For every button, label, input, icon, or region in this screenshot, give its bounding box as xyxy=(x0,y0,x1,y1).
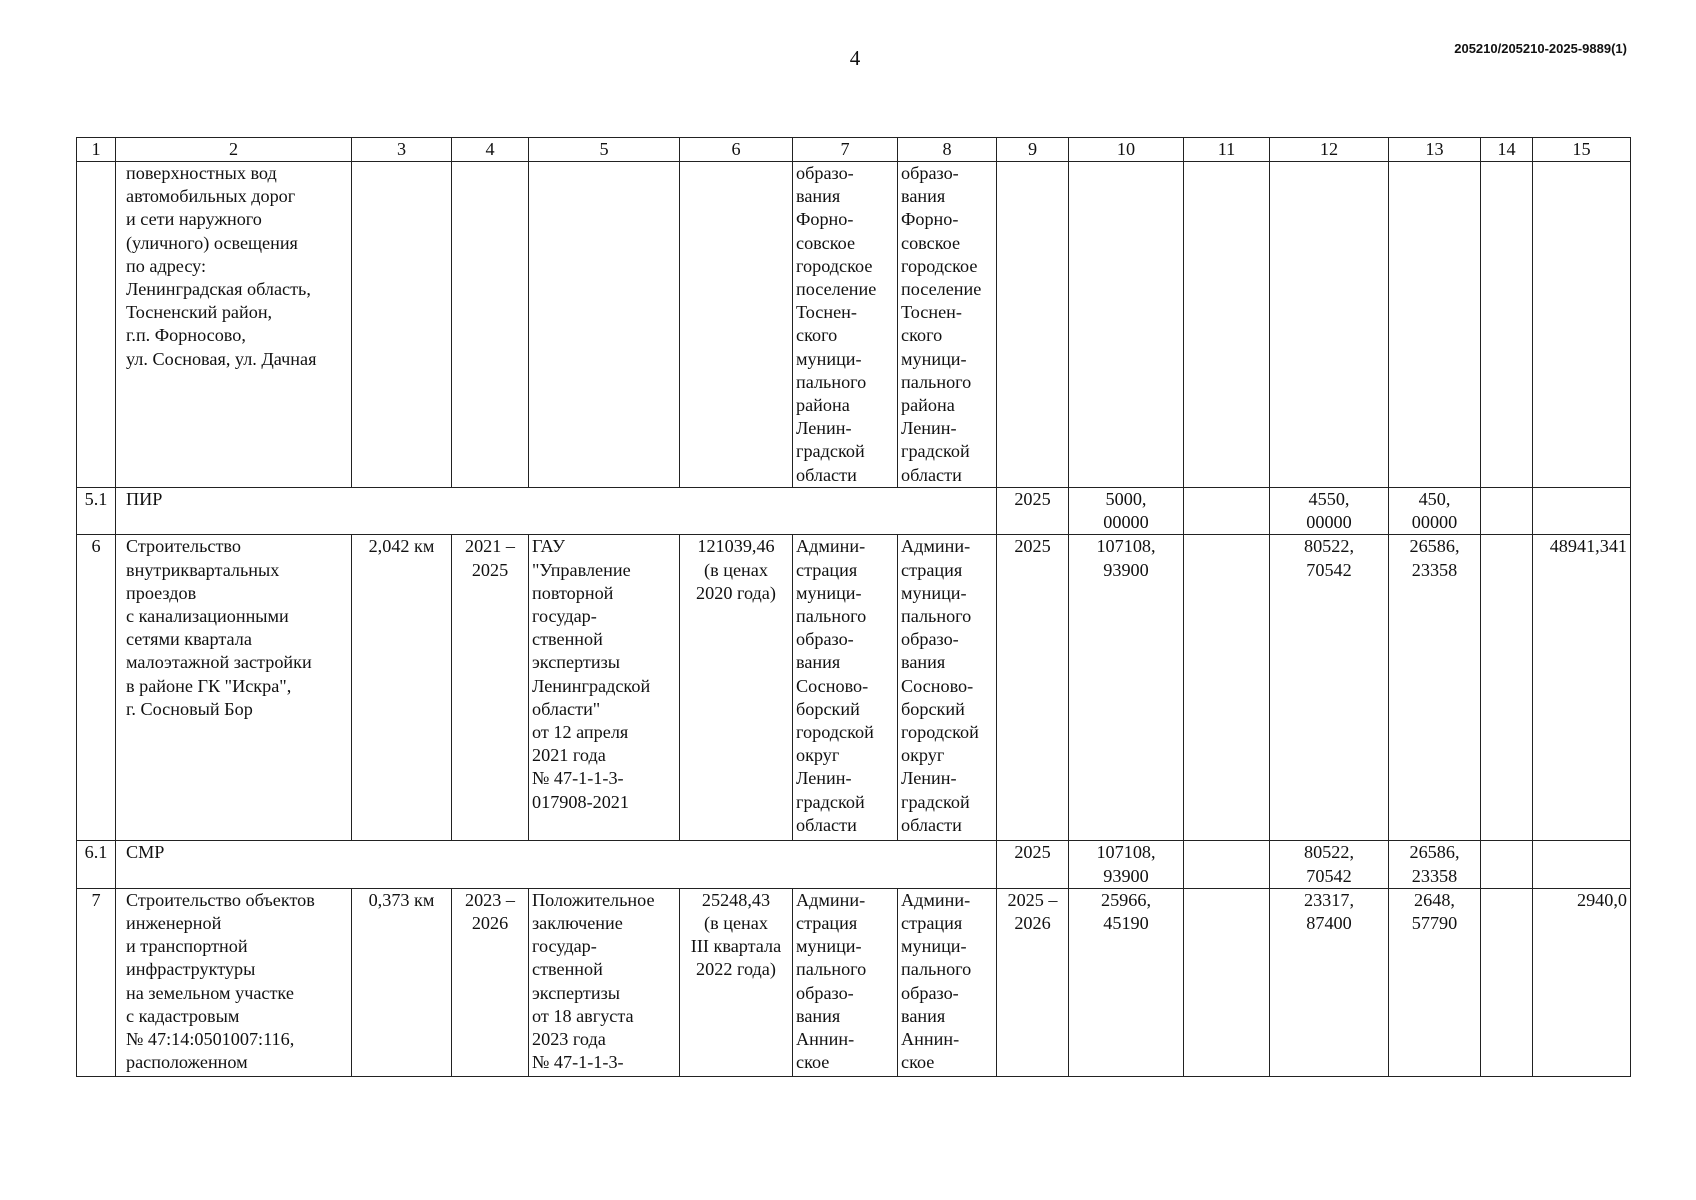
header-cell: 4 xyxy=(452,138,529,162)
table-cell xyxy=(1184,535,1270,841)
total-cell: 107108, 93900 xyxy=(1069,535,1184,841)
table-cell xyxy=(452,162,529,488)
developer-cell: Админи- страция муници- пального образо- вания Аннин- ское xyxy=(898,888,997,1076)
table-cell xyxy=(1184,841,1270,888)
year-cell: 2025 – 2026 xyxy=(997,888,1069,1076)
year-cell: 2025 xyxy=(997,488,1069,535)
table-cell xyxy=(77,162,116,488)
table-row-6 xyxy=(77,535,1631,841)
header-cell: 6 xyxy=(680,138,793,162)
estimated-cost-cell: 25248,43 (в ценах III квартала 2022 года) xyxy=(680,888,793,1076)
table-cell xyxy=(1481,888,1533,1076)
remaining-cost-cell: 2940,0 xyxy=(1533,888,1631,1076)
header-cell: 3 xyxy=(352,138,452,162)
total-cell: 5000, 00000 xyxy=(1069,488,1184,535)
row-number-cell: 7 xyxy=(77,888,116,1076)
header-cell: 12 xyxy=(1270,138,1389,162)
table-cell xyxy=(352,162,452,488)
header-cell: 9 xyxy=(997,138,1069,162)
developer-cell: Админи- страция муници- пального образо- вания Сосново- борский городской округ Ленин- градской области xyxy=(898,535,997,841)
year-cell: 2025 xyxy=(997,841,1069,888)
program-table xyxy=(76,137,1631,1077)
period-cell: 2023 – 2026 xyxy=(452,888,529,1076)
regional-budget-cell: 4550, 00000 xyxy=(1270,488,1389,535)
period-cell: 2021 – 2025 xyxy=(452,535,529,841)
table-cell xyxy=(1270,162,1389,488)
table-cell xyxy=(997,162,1069,488)
header-cell: 14 xyxy=(1481,138,1533,162)
table-cell xyxy=(1533,162,1631,488)
table-cell xyxy=(1069,162,1184,488)
object-name-cell: поверхностных вод автомобильных дорог и сети наружного (уличного) освещения по адресу: Ленинградская область, Тосненский район, г.п. Форносово, ул. Сосновая, ул. Дачная xyxy=(116,162,352,488)
capacity-cell: 0,373 км xyxy=(352,888,452,1076)
table-cell xyxy=(1481,535,1533,841)
table-header-row xyxy=(77,138,1631,162)
customer-cell: Админи- страция муници- пального образо- вания Сосново- борский городской округ Ленин- градской области xyxy=(793,535,898,841)
table-row-continuation xyxy=(77,162,1631,488)
local-budget-cell: 26586, 23358 xyxy=(1389,535,1481,841)
header-cell: 7 xyxy=(793,138,898,162)
row-number-cell: 6 xyxy=(77,535,116,841)
local-budget-cell: 2648, 57790 xyxy=(1389,888,1481,1076)
capacity-cell: 2,042 км xyxy=(352,535,452,841)
table-cell xyxy=(1481,488,1533,535)
local-budget-cell: 450, 00000 xyxy=(1389,488,1481,535)
object-name-cell: Строительство внутриквартальных проездов с канализационными сетями квартала малоэтажной застройки в районе ГК "Искра", г. Сосновый Бор xyxy=(116,535,352,841)
header-cell: 11 xyxy=(1184,138,1270,162)
year-cell: 2025 xyxy=(997,535,1069,841)
table-row-5-1 xyxy=(77,488,1631,535)
header-cell: 8 xyxy=(898,138,997,162)
total-cell: 107108, 93900 xyxy=(1069,841,1184,888)
header-cell: 13 xyxy=(1389,138,1481,162)
expertise-cell: ГАУ "Управление повторной государ- ственной экспертизы Ленинградской области" от 12 апреля 2021 года № 47-1-1-3- 017908-2021 xyxy=(529,535,680,841)
total-cell: 25966, 45190 xyxy=(1069,888,1184,1076)
table-cell xyxy=(529,162,680,488)
local-budget-cell: 26586, 23358 xyxy=(1389,841,1481,888)
table-cell xyxy=(1481,162,1533,488)
table-cell xyxy=(1184,488,1270,535)
table-cell xyxy=(1533,488,1631,535)
header-cell: 10 xyxy=(1069,138,1184,162)
stage-cell: ПИР xyxy=(116,488,997,535)
expertise-cell: Положительное заключение государ- ственной экспертизы от 18 августа 2023 года № 47-1-1-3- xyxy=(529,888,680,1076)
table-row-7 xyxy=(77,888,1631,1076)
object-name-cell: Строительство объектов инженерной и транспортной инфраструктуры на земельном участке с кадастровым № 47:14:0501007:116, расположенном xyxy=(116,888,352,1076)
stage-cell: СМР xyxy=(116,841,997,888)
document-code: 205210/205210-2025-9889(1) xyxy=(1454,41,1627,56)
row-number-cell: 5.1 xyxy=(77,488,116,535)
table-row-6-1 xyxy=(77,841,1631,888)
page-number: 4 xyxy=(849,46,861,70)
table-cell xyxy=(1533,841,1631,888)
table-cell xyxy=(1184,888,1270,1076)
remaining-cost-cell: 48941,341 xyxy=(1533,535,1631,841)
regional-budget-cell: 23317, 87400 xyxy=(1270,888,1389,1076)
row-number-cell: 6.1 xyxy=(77,841,116,888)
regional-budget-cell: 80522, 70542 xyxy=(1270,535,1389,841)
customer-cell: образо- вания Форно- совское городское поселение Тоснен- ского муници- пального района Ленин- градской области xyxy=(793,162,898,488)
table-cell xyxy=(1184,162,1270,488)
table-cell xyxy=(680,162,793,488)
developer-cell: образо- вания Форно- совское городское поселение Тоснен- ского муници- пального района Ленин- градской области xyxy=(898,162,997,488)
table-cell xyxy=(1389,162,1481,488)
header-cell: 15 xyxy=(1533,138,1631,162)
header-cell: 2 xyxy=(116,138,352,162)
regional-budget-cell: 80522, 70542 xyxy=(1270,841,1389,888)
table-cell xyxy=(1481,841,1533,888)
customer-cell: Админи- страция муници- пального образо- вания Аннин- ское xyxy=(793,888,898,1076)
header-cell: 5 xyxy=(529,138,680,162)
estimated-cost-cell: 121039,46 (в ценах 2020 года) xyxy=(680,535,793,841)
header-cell: 1 xyxy=(77,138,116,162)
